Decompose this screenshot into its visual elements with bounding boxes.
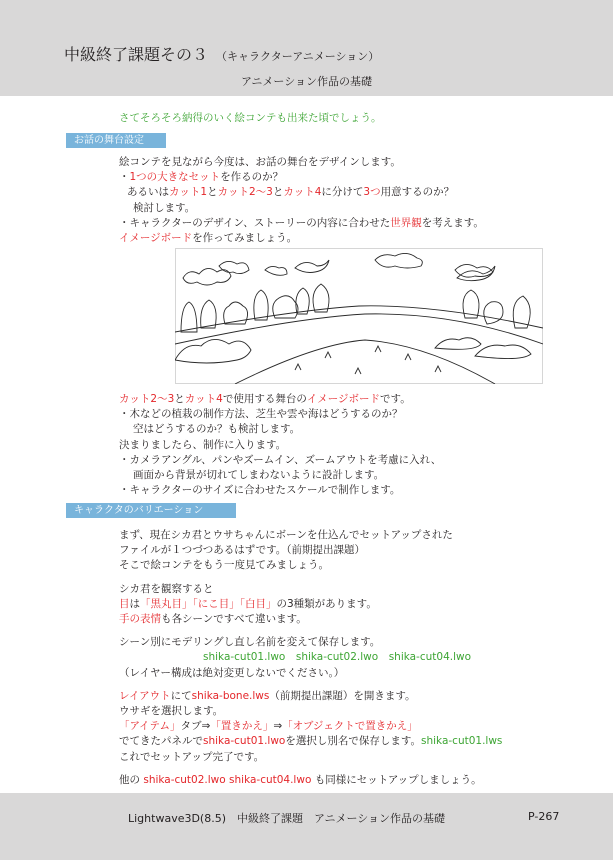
title-subtitle: （キャラクターアニメーション）: [216, 50, 380, 63]
variation-text-block: [119, 528, 502, 788]
page-title: [64, 42, 379, 65]
text-line: 「アイテム」タブ⇒「置きかえ」⇒「オブジェクトで置きかえ」: [119, 720, 418, 733]
text-line: 決まりましたら、制作に入ります。: [119, 438, 287, 451]
text-line: ファイルが１つづつあるはずです。（前期提出課題）: [119, 544, 366, 557]
text-line: 目は「黒丸目」「にこ目」「白目」の3種類があります。: [119, 597, 377, 610]
footer-text: Lightwave3D(8.5) 中級終了課題 アニメーション作品の基礎: [128, 812, 446, 825]
text-line: ・1つの大きなセットを作るのか？: [119, 171, 284, 184]
file-name: shika-cut02.lwo: [295, 651, 379, 664]
file-list: [119, 650, 502, 665]
text-line: ・カメラアングル、パンやズームイン、ズームアウトを考慮に入れ、: [119, 453, 442, 466]
text-line: ・木などの植栽の制作方法、芝生や雲や海はどうするのか？: [119, 408, 403, 421]
text-line: 絵コンテを見ながら今度は、お話の舞台をデザインします。: [119, 156, 401, 168]
text-line: 画面から背景が切れてしまわないように設計します。: [133, 469, 385, 482]
text-line: ・キャラクターのデザイン、ストーリーの内容に合わせた世界観を考えます。: [119, 216, 484, 229]
file-name: shika-cut04.lwo: [388, 651, 472, 664]
page-number: P-267: [528, 810, 560, 823]
text-line: これでセットアップ完了です。: [119, 750, 265, 763]
image-board-sketch: [175, 248, 543, 384]
text-line: 手の表情も各シーンですべて違います。: [119, 613, 307, 626]
text-line: 検討します。: [133, 201, 196, 214]
page-subtitle: アニメーション作品の基礎: [240, 75, 372, 88]
text-line: まず、現在シカ君とウサちゃんにボーンを仕込んでセットアップされた: [119, 529, 453, 541]
text-line: （レイヤー構成は絶対変更しないでください。）: [119, 666, 345, 679]
title-text: 中級終了課題その３: [64, 45, 209, 64]
text-line: レイアウトにてshika-bone.lws（前期提出課題）を開きます。: [119, 689, 416, 702]
text-line: 空はどうするのか？も検討します。: [133, 423, 301, 436]
text-line: あるいはカット1とカット2〜3とカット4に分けて3つ用意するのか？: [127, 186, 455, 199]
stage-notes-block: [119, 392, 441, 498]
page-footer: [0, 793, 613, 860]
text-line: でてきたパネルでshika-cut01.lwoを選択し別名で保存します。shika-cut01.lws: [119, 735, 503, 748]
stage-text-block: [119, 155, 484, 246]
section-heading-variation: キャラクタのバリエーション: [66, 503, 236, 518]
text-line: シーン別にモデリングし直し名前を変えて保存します。: [119, 636, 381, 649]
section-heading-stage: お話の舞台設定: [66, 133, 166, 148]
text-line: そこで絵コンテをもう一度見てみましょう。: [119, 559, 329, 572]
lead-text: さてそろそろ納得のいく絵コンテも出来た頃でしょう。: [119, 112, 382, 124]
file-name: shika-cut01.lwo: [203, 651, 286, 664]
text-line: ウサギを選択します。: [119, 705, 224, 718]
page-header: [0, 0, 613, 96]
bird-left: [295, 260, 329, 273]
text-line: イメージボードを作ってみましょう。: [119, 232, 298, 245]
text-line: ・キャラクターのサイズに合わせたスケールで制作します。: [119, 484, 401, 497]
text-line: 他の shika-cut02.lwo shika-cut04.lwo も同様にセットアップしましょう。: [119, 773, 482, 786]
text-line: カット2〜3とカット4で使用する舞台のイメージボードです。: [119, 393, 411, 405]
text-line: シカ君を観察すると: [119, 582, 214, 595]
